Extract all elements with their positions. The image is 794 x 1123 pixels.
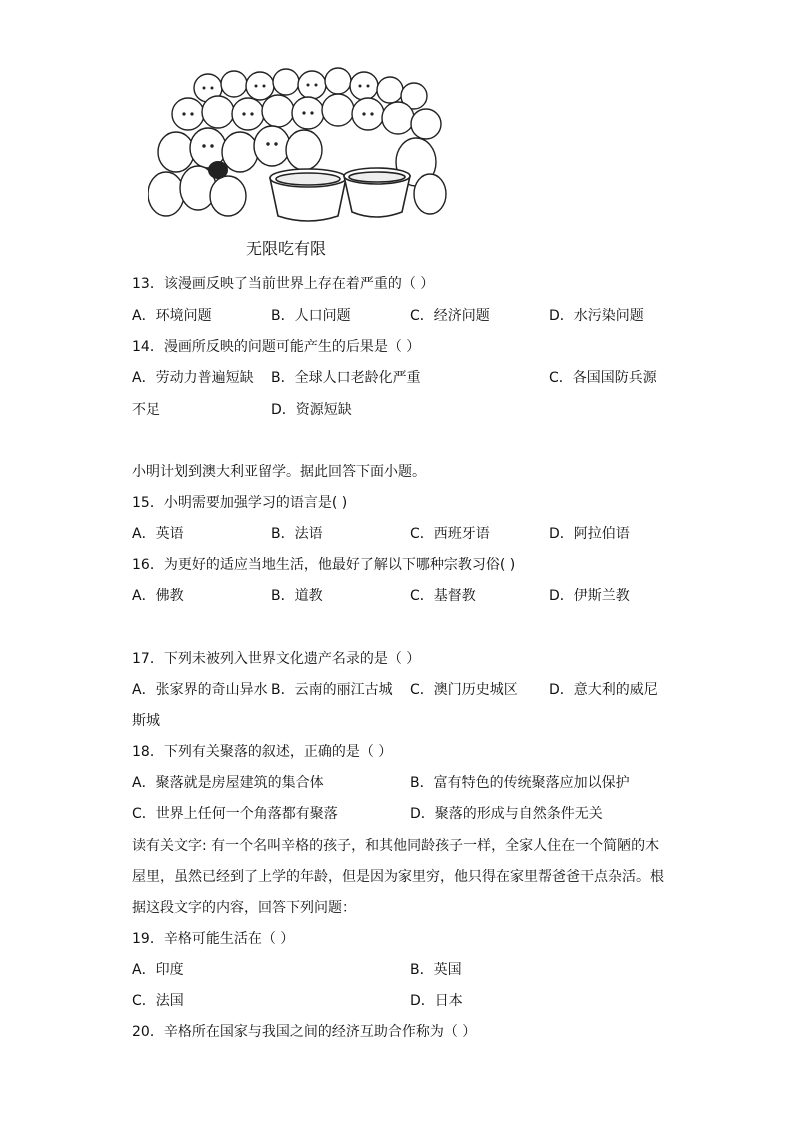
q18-option-d: D．聚落的形成与自然条件无关 <box>410 806 603 822</box>
q17-option-b: B．云南的丽江古城 <box>271 682 393 698</box>
q18-option-c: C．世界上任何一个角落都有聚落 <box>132 806 338 822</box>
q15-option-b: B．法语 <box>271 526 323 542</box>
reading-line-1: 读有关文字: 有一个名叫辛格的孩子，和其他同龄孩子一样，全家人住在一个简陋的木 <box>132 838 660 854</box>
q15-option-c: C．西班牙语 <box>410 526 490 542</box>
question-18-stem: 18．下列有关聚落的叙述，正确的是（ ） <box>132 744 393 760</box>
question-13-stem: 13．该漫画反映了当前世界上存在着严重的（ ） <box>132 276 435 292</box>
bowls <box>270 168 410 221</box>
q19-option-c: C．法国 <box>132 993 184 1009</box>
q14-option-b: B．全球人口老龄化严重 <box>271 370 421 386</box>
q13-option-b: B．人口问题 <box>271 308 351 324</box>
question-19-stem: 19．辛格可能生活在（ ） <box>132 931 295 947</box>
q19-option-d: D．日本 <box>410 993 463 1009</box>
question-15-stem: 15．小明需要加强学习的语言是( ) <box>132 495 348 511</box>
q14-option-d: D．资源短缺 <box>271 402 352 418</box>
q15-option-d: D．阿拉伯语 <box>549 526 630 542</box>
passage-intro-15: 小明计划到澳大利亚留学。据此回答下面小题。 <box>132 464 426 480</box>
q19-option-a: A．印度 <box>132 962 184 978</box>
cartoon-illustration <box>148 66 450 228</box>
question-17-stem: 17．下列未被列入世界文化遗产名录的是（ ） <box>132 651 421 667</box>
q14-option-c: C．各国国防兵源 <box>549 370 657 386</box>
q14-option-c-continued: 不足 <box>132 402 160 418</box>
q19-option-b: B．英国 <box>410 962 462 978</box>
question-14-stem: 14．漫画所反映的问题可能产生的后果是（ ） <box>132 339 421 355</box>
q15-option-a: A．英语 <box>132 526 184 542</box>
cartoon-caption: 无限吃有限 <box>246 239 327 258</box>
q18-option-b: B．富有特色的传统聚落应加以保护 <box>410 775 630 791</box>
question-20-stem: 20．辛格所在国家与我国之间的经济互助合作称为（ ） <box>132 1024 477 1040</box>
q16-option-d: D．伊斯兰教 <box>549 588 630 604</box>
q17-option-d: D．意大利的威尼 <box>549 682 658 698</box>
q16-option-c: C．基督教 <box>410 588 476 604</box>
q17-option-c: C．澳门历史城区 <box>410 682 518 698</box>
q16-option-b: B．道教 <box>271 588 323 604</box>
q13-option-d: D．水污染问题 <box>549 308 644 324</box>
q18-option-a: A．聚落就是房屋建筑的集合体 <box>132 775 324 791</box>
q14-option-a: A．劳动力普遍短缺 <box>132 370 254 386</box>
reading-line-3: 据这段文字的内容，回答下列问题： <box>132 900 356 916</box>
q17-option-d-continued: 斯城 <box>132 713 160 729</box>
q13-option-c: C．经济问题 <box>410 308 490 324</box>
q17-option-a: A．张家界的奇山异水 <box>132 682 268 698</box>
question-16-stem: 16．为更好的适应当地生活，他最好了解以下哪种宗教习俗( ) <box>132 557 516 573</box>
q13-option-a: A．环境问题 <box>132 308 212 324</box>
q16-option-a: A．佛教 <box>132 588 184 604</box>
reading-line-2: 屋里，虽然已经到了上学的年龄，但是因为家里穷，他只得在家里帮爸爸干点杂活。根 <box>132 869 664 885</box>
